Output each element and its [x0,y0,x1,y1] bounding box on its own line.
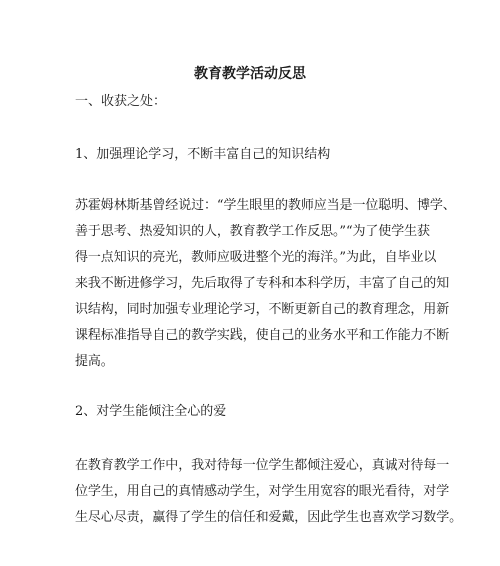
paragraph-line: 来我不断进修学习，先后取得了专科和本科学历，丰富了自己的知 [75,276,450,291]
paragraph-line: 提高。 [75,354,114,369]
subsection-heading-love-students: 2、对学生能倾注全心的爱 [75,404,227,419]
paragraph-love-students [75,453,463,531]
document-title: 教育教学活动反思 [194,66,306,82]
paragraph-line: 位学生，用自己的真情感动学生，对学生用宽容的眼光看待，对学 [75,484,450,499]
paragraph-line: 善于思考、热爱知识的人，教育教学工作反思。”“为了使学生获 [75,224,430,239]
paragraph-line: 生尽心尽责，赢得了学生的信任和爱戴，因此学生也喜欢学习数学。 [75,510,463,525]
paragraph-line: 识结构，同时加强专业理论学习，不断更新自己的教育理念，用新 [75,302,450,317]
paragraph-line: 课程标准指导自己的教学实践，使自己的业务水平和工作能力不断 [75,328,450,343]
paragraph-theory-study [75,193,456,375]
paragraph-line: 苏霍姆林斯基曾经说过：“学生眼里的教师应当是一位聪明、博学、 [75,198,456,213]
section-heading-gains: 一、收获之处： [75,94,167,109]
paragraph-line: 得一点知识的亮光，教师应吸进整个光的海洋。”为此，自毕业以 [75,250,437,265]
subsection-heading-theory-study: 1、加强理论学习，不断丰富自己的知识结构 [75,147,331,162]
paragraph-line: 在教育教学工作中，我对待每一位学生都倾注爱心，真诚对待每一 [75,458,450,473]
